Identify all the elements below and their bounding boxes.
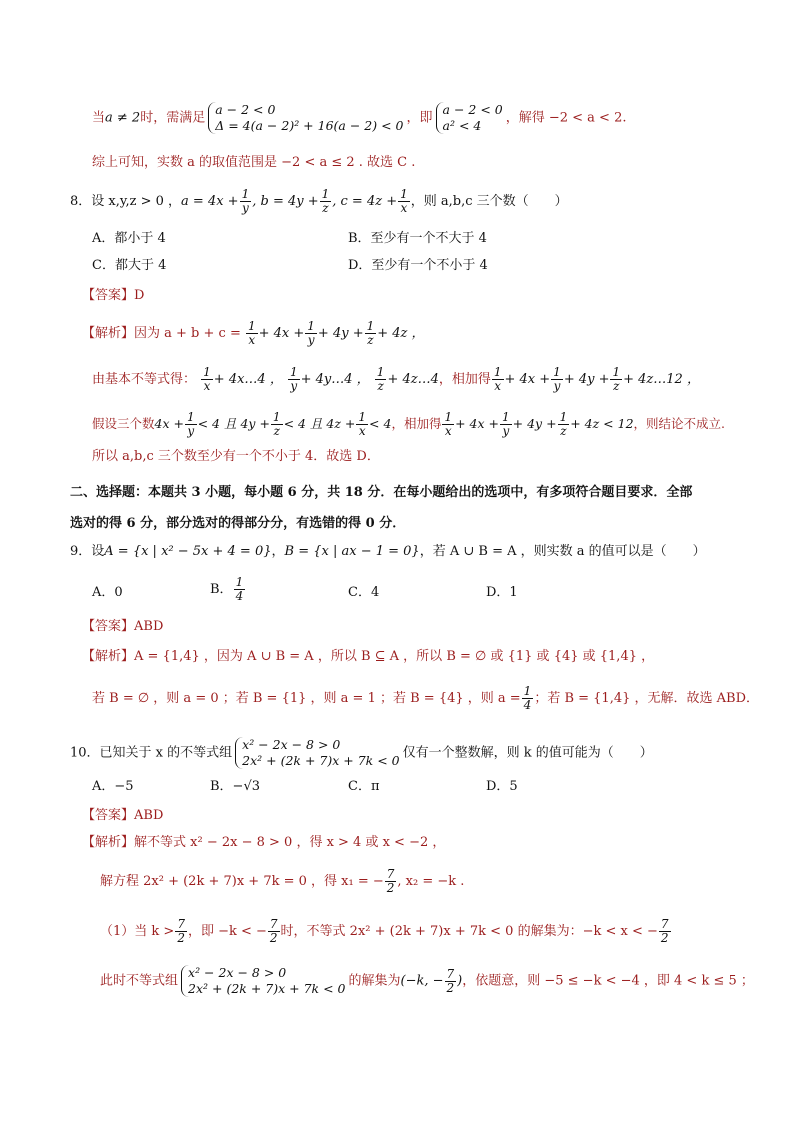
text: 时，需满足 — [140, 110, 206, 126]
q9-answer: 【答案】ABD — [82, 619, 164, 634]
text: ，即 — [406, 110, 433, 126]
section-2-heading: 二、选择题：本题共 3 小题，每小题 6 分，共 18 分．在每小题给出的选项中，有多项符合题目要求．全部 — [70, 485, 693, 500]
q10-analysis-3: （1）当 k > $\frac{7}{2}$ ，即 −k < − $\frac{7}{2}$ 时，不等式 2x² + (2k + 7)x + 7k < 0 的解集为：−k < x < − $\frac{7}{2}$ — [100, 917, 669, 945]
text: ，解得 −2 < a < 2. — [505, 110, 627, 126]
inequality-system-2: a − 2 < 0 a² < 4 — [436, 102, 503, 134]
q10-answer: 【答案】ABD — [82, 808, 164, 823]
q9-analysis-2: 若 B = ∅ ，则 a = 0 ；若 B = {1} ，则 a = 1 ；若 B = {4} ，则 a = $\frac{1}{4}$ ；若 B = {1,4} ，无解．故选 ABD． — [92, 684, 760, 712]
q8-answer: 【答案】D — [82, 288, 145, 303]
q8-option-c: C．都大于 4 — [92, 258, 167, 273]
q9-analysis-1: 【解析】A = {1,4} ，因为 A ∪ B = A ，所以 B ⊆ A ，所以 B = ∅ 或 {1} 或 {4} 或 {1,4} ， — [82, 649, 655, 664]
q8-analysis-4: 所以 a,b,c 三个数至少有一个不小于 4．故选 D． — [92, 449, 380, 464]
solution-line-2: 综上可知，实数 a 的取值范围是 −2 < a ≤ 2 . 故选 C . — [92, 155, 416, 170]
question-9: 9．设A = {x | x² − 5x + 4 = 0}，B = {x | ax − 1 = 0}，若 A ∪ B = A ，则实数 a 的值可以是（ ） — [70, 544, 706, 559]
q10-system-2: x² − 2x − 8 > 0 2x² + (2k + 7)x + 7k < 0 — [181, 965, 345, 997]
q10-option-b: B．−√3 — [210, 779, 261, 794]
q9-option-d: D．1 — [486, 585, 518, 600]
q10-inequality-system: x² − 2x − 8 > 0 2x² + (2k + 7)x + 7k < 0 — [235, 737, 399, 769]
q9-option-a: A．0 — [92, 585, 123, 600]
solution-line-1 — [92, 102, 626, 134]
q10-analysis-4: 此时不等式组 x² − 2x − 8 > 0 2x² + (2k + 7)x + 7k < 0 的解集为(−k, − $\frac{7}{2}$ )，依题意，则 −5 ≤ −k < −4 ，即 4 < k ≤ 5 ； — [100, 965, 754, 996]
section-2-heading-2: 选对的得 6 分，部分选对的得部分分，有选错的得 0 分． — [70, 516, 406, 531]
text: 当 — [92, 110, 106, 126]
q8-option-b: B．至少有一个不大于 4 — [348, 231, 487, 246]
math-cond: a ≠ 2 — [105, 110, 141, 126]
q8-analysis-1: 【解析】因为 a + b + c = $\frac{1}{x}$ + 4x + $\frac{1}{y}$ + 4y + $\frac{1}{z}$ + 4z ， — [82, 319, 425, 347]
question-8: 8．设 x,y,z > 0 ，a = 4x + $\frac{1}{y}$ , b = 4y + $\frac{1}{z}$ , c = 4z + $\frac{1}{x}$ ，则 a,b,c 三个数（ ） — [70, 187, 568, 215]
q8-option-a: A．都小于 4 — [92, 231, 166, 246]
q9-option-c: C．4 — [348, 585, 380, 600]
question-10: 10．已知关于 x 的不等式组 x² − 2x − 8 > 0 2x² + (2k + 7)x + 7k < 0 仅有一个整数解，则 k 的值可能为（ ） — [70, 737, 653, 768]
q10-analysis-2: 解方程 2x² + (2k + 7)x + 7k = 0 ，得 x₁ = − $\frac{7}{2}$ , x₂ = −k . — [100, 867, 465, 895]
q8-analysis-2: 由基本不等式得： $\frac{1}{x}$ + 4x…4 ， $\frac{1}{y}$ + 4y…4 ， $\frac{1}{z}$ + 4z…4，相加得 $\frac{1}{x}$ + 4x + $\frac{1}{y}$ + 4y + $\frac{1}{z}$ + 4z…12 ， — [92, 365, 700, 393]
q10-analysis-1: 【解析】解不等式 x² − 2x − 8 > 0 ，得 x > 4 或 x < −2 ， — [82, 835, 446, 850]
q10-option-a: A．−5 — [92, 779, 134, 794]
q8-option-d: D．至少有一个不小于 4 — [348, 258, 488, 273]
inequality-system-1: a − 2 < 0 Δ = 4(a − 2)² + 16(a − 2) < 0 — [208, 102, 403, 134]
q10-option-d: D．5 — [486, 779, 518, 794]
q10-option-c: C．π — [348, 779, 380, 794]
q9-option-b: B． $\frac{1}{4}$ — [210, 575, 244, 603]
q8-analysis-3: 假设三个数4x + $\frac{1}{y}$ < 4 且 4y + $\frac{1}{z}$ < 4 且 4z + $\frac{1}{x}$ < 4，相加得 $\frac{1}{x}$ + 4x + $\frac{1}{y}$ + 4y + $\frac{1}{z}$ + 4z < 12，则结论不成立. — [92, 410, 726, 438]
